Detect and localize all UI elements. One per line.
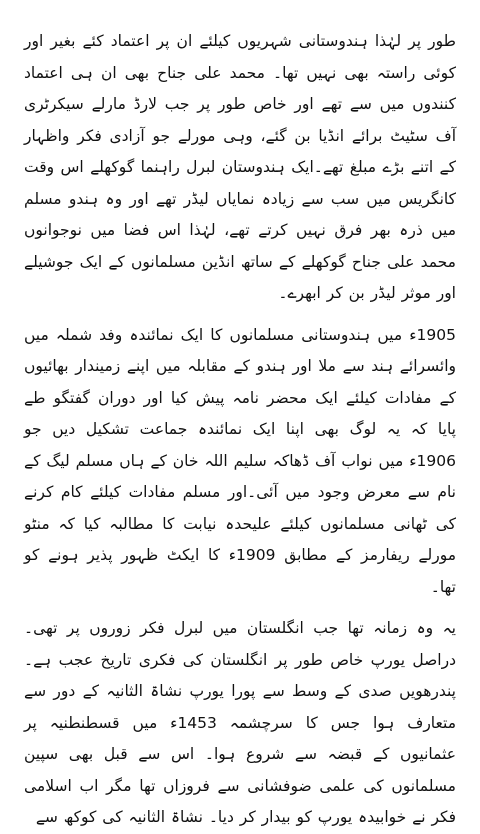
paragraph-1: طور پر لہٰذا ہندوستانی شہریوں کیلئے ان پر اعتماد کئے بغیر اور کوئی راستہ بھی نہیں تھا۔ محمد علی جناح بھی ان ہی اعتماد کنندوں میں سے تھے اور خاص طور پر جب لارڈ مارلے سیکرٹری آف سٹیٹ برائے انڈیا بن گئے، وہی مورلے جو آزادی فکر واظہار کے اتنے بڑے مبلغ تھے۔ایک ہندوستان لبرل راہنما گوکھلے اس وقت کانگریس میں سب سے زیادہ نمایاں لیڈر تھے اور وہ ہندو مسلم میں ذرہ بھر فرق نہیں کرتے تھے، لہٰذا اس فضا میں نوجوانوں محمد علی جناح گوکھلے کے ساتھ انڈین مسلمانوں کے ایک جوشیلے اور موثر لیڈر بن کر ابھرے۔ [24, 32, 456, 302]
paragraph-3: یہ وہ زمانہ تھا جب انگلستان میں لبرل فکر زوروں پر تھی۔ دراصل یورپ خاص طور پر انگلستان کی فکری تاریخ عجب ہے۔ پندرھویں صدی کے وسط سے پورا یورپ نشاۃ الثانیہ کے دور سے متعارف ہوا جس کا سرچشمہ 1453ء میں قسطنطنیہ پر عثمانیوں کے قبضہ سے شروع ہوا۔ اس سے قبل بھی سپین مسلمانوں کی علمی ضوفشانی سے فروزاں تھا مگر اب اسلامی فکر نے خوابیدہ یورپ کو بیدار کر دیا۔ نشاۃ الثانیہ کی کوکھ سے [24, 619, 456, 826]
paragraph-2: 1905ء میں ہندوستانی مسلمانوں کا ایک نمائندہ وفد شملہ میں وائسرائے ہند سے ملا اور ہندو کے مقابلہ میں اپنے زمیندار بھائیوں کے مفادات کیلئے ایک محضر نامہ پیش کیا اور دوران گفتگو طے پایا کہ یہ لوگ بھی اپنا ایک نمائندہ جماعت تشکیل دیں جو 1906ء میں نواب آف ڈھاکہ سلیم اللہ خان کے ہاں مسلم لیگ کے نام سے معرض وجود میں آئی۔اور مسلم مفادات کیلئے کام کرنے کی ٹھانی مسلمانوں کیلئے علیحدہ نیابت کا مطالبہ کیا کہ منٹو مورلے ریفارمز کے مطابق 1909ء کا ایکٹ ظہور پذیر ہونے کو تھا۔ [24, 325, 457, 596]
